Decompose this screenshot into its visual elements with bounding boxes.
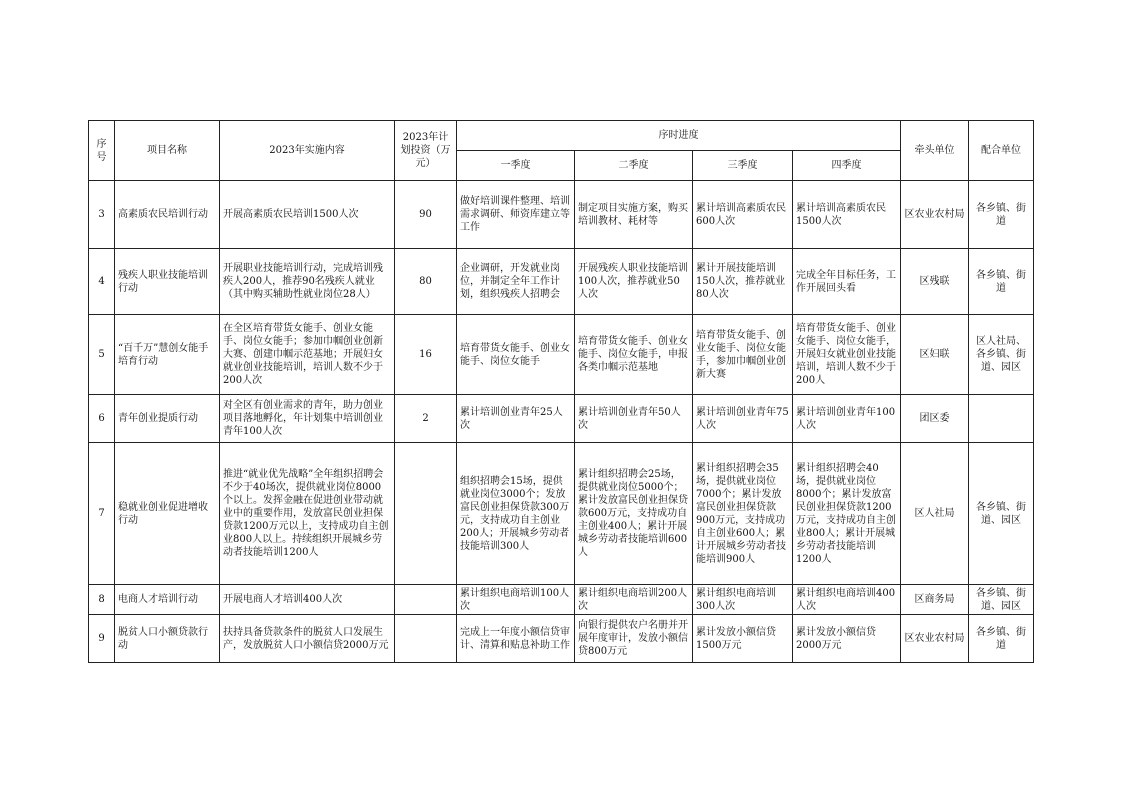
cell-content: 开展职业技能培训行动，完成培训残疾人200人，推荐90名残疾人就业（其中购买辅助性就业岗位28人） <box>220 249 395 315</box>
table-row <box>89 249 1034 315</box>
cell-q1: 培育带货女能手、创业女能手、岗位女能手 <box>457 315 575 395</box>
header-q1: 一季度 <box>457 151 575 181</box>
cell-q3: 累计组织招聘会35场，提供就业岗位7000个；累计发放富民创业担保贷款900万元，支持成功自主创业600人；累计开展城乡劳动者技能培训900人 <box>693 443 793 585</box>
cell-q3: 培育带货女能手、创业女能手、岗位女能手，参加巾帼创业创新大赛 <box>693 315 793 395</box>
cell-q3: 累计发放小额信贷1500万元 <box>693 615 793 663</box>
cell-project: 高素质农民培训行动 <box>115 181 220 249</box>
cell-lead: 区妇联 <box>901 315 969 395</box>
table-row <box>89 395 1034 443</box>
cell-project: 残疾人职业技能培训行动 <box>115 249 220 315</box>
cell-lead: 团区委 <box>901 395 969 443</box>
cell-coop <box>969 395 1034 443</box>
cell-content: 扶持具备贷款条件的脱贫人口发展生产，发放脱贫人口小额信贷2000万元 <box>220 615 395 663</box>
cell-lead: 区人社局 <box>901 443 969 585</box>
cell-content: 开展高素质农民培训1500人次 <box>220 181 395 249</box>
cell-coop: 各乡镇、街道、园区 <box>969 443 1034 585</box>
header-content: 2023年实施内容 <box>220 121 395 181</box>
header-q4: 四季度 <box>793 151 901 181</box>
cell-lead: 区残联 <box>901 249 969 315</box>
cell-q1: 组织招聘会15场，提供就业岗位3000个；发放富民创业担保贷款300万元，支持成功自主创业200人；开展城乡劳动者技能培训300人 <box>457 443 575 585</box>
cell-investment: 90 <box>395 181 457 249</box>
cell-content: 对全区有创业需求的青年，助力创业项目落地孵化，年计划集中培训创业青年100人次 <box>220 395 395 443</box>
cell-investment: 2 <box>395 395 457 443</box>
cell-project: 脱贫人口小额贷款行动 <box>115 615 220 663</box>
cell-q2: 培育带货女能手、创业女能手、岗位女能手，申报各类巾帼示范基地 <box>575 315 693 395</box>
header-project: 项目名称 <box>115 121 220 181</box>
cell-investment: 80 <box>395 249 457 315</box>
header-seq: 序号 <box>89 121 115 181</box>
table-row <box>89 315 1034 395</box>
cell-investment: 16 <box>395 315 457 395</box>
cell-seq: 9 <box>89 615 115 663</box>
cell-seq: 4 <box>89 249 115 315</box>
cell-lead: 区农业农村局 <box>901 181 969 249</box>
cell-seq: 7 <box>89 443 115 585</box>
table-body <box>89 181 1034 663</box>
cell-q1: 企业调研，开发就业岗位，并制定全年工作计划，组织残疾人招聘会 <box>457 249 575 315</box>
cell-q3: 累计培训高素质农民600人次 <box>693 181 793 249</box>
cell-investment <box>395 615 457 663</box>
cell-lead: 区农业农村局 <box>901 615 969 663</box>
header-row-1 <box>89 121 1034 151</box>
cell-content: 在全区培育带货女能手、创业女能手、岗位女能手；参加巾帼创业创新大赛、创建巾帼示范基地；开展妇女就业创业技能培训，培训人数不少于200人次 <box>220 315 395 395</box>
cell-project: 稳就业创业促进增收行动 <box>115 443 220 585</box>
cell-seq: 3 <box>89 181 115 249</box>
cell-q1: 累计组织电商培训100人次 <box>457 585 575 615</box>
header-lead: 牵头单位 <box>901 121 969 181</box>
cell-lead: 区商务局 <box>901 585 969 615</box>
cell-q3: 累计组织电商培训300人次 <box>693 585 793 615</box>
header-coop: 配合单位 <box>969 121 1034 181</box>
cell-q2: 制定项目实施方案，购买培训教材、耗材等 <box>575 181 693 249</box>
cell-q2: 累计组织招聘会25场，提供就业岗位5000个；累计发放富民创业担保贷款600万元，支持成功自主创业400人；累计开展城乡劳动者技能培训600人 <box>575 443 693 585</box>
cell-q2: 累计组织电商培训200人次 <box>575 585 693 615</box>
cell-q1: 完成上一年度小额信贷审计、清算和贴息补助工作 <box>457 615 575 663</box>
cell-coop: 区人社局、各乡镇、街道、园区 <box>969 315 1034 395</box>
cell-project: 青年创业提质行动 <box>115 395 220 443</box>
cell-q2: 开展残疾人职业技能培训100人次，推荐就业50人次 <box>575 249 693 315</box>
cell-coop: 各乡镇、街道、园区 <box>969 585 1034 615</box>
cell-project: 电商人才培训行动 <box>115 585 220 615</box>
cell-q2: 累计培训创业青年50人次 <box>575 395 693 443</box>
cell-q3: 累计开展技能培训150人次，推荐就业80人次 <box>693 249 793 315</box>
cell-q4: 累计培训高素质农民1500人次 <box>793 181 901 249</box>
cell-coop: 各乡镇、街道 <box>969 249 1034 315</box>
cell-project: “百千万”慧创女能手培育行动 <box>115 315 220 395</box>
cell-q2: 向银行提供农户名册并开展年度审计，发放小额信贷800万元 <box>575 615 693 663</box>
table-row <box>89 585 1034 615</box>
header-schedule: 序时进度 <box>457 121 901 151</box>
implementation-table <box>88 120 1034 663</box>
cell-coop: 各乡镇、街道 <box>969 181 1034 249</box>
cell-coop: 各乡镇、街道 <box>969 615 1034 663</box>
cell-q1: 累计培训创业青年25人次 <box>457 395 575 443</box>
cell-q4: 完成全年目标任务，工作开展回头看 <box>793 249 901 315</box>
cell-seq: 5 <box>89 315 115 395</box>
cell-seq: 8 <box>89 585 115 615</box>
header-q3: 三季度 <box>693 151 793 181</box>
cell-q3: 累计培训创业青年75人次 <box>693 395 793 443</box>
cell-q4: 累计发放小额信贷2000万元 <box>793 615 901 663</box>
cell-q4: 累计培训创业青年100人次 <box>793 395 901 443</box>
cell-seq: 6 <box>89 395 115 443</box>
cell-q4: 累计组织招聘会40场，提供就业岗位8000个；累计发放富民创业担保贷款1200万元，支持成功自主创业800人；累计开展城乡劳动者技能培训1200人 <box>793 443 901 585</box>
cell-investment <box>395 585 457 615</box>
cell-content: 推进“就业优先战略”全年组织招聘会不少于40场次，提供就业岗位8000个以上。发挥金融在促进创业带动就业中的重要作用，发放富民创业担保贷款1200万元以上，支持成功自主创业800人以上。持续组织开展城乡劳动者技能培训1200人 <box>220 443 395 585</box>
cell-q4: 培育带货女能手、创业女能手、岗位女能手，开展妇女就业创业技能培训，培训人数不少于200人 <box>793 315 901 395</box>
cell-content: 开展电商人才培训400人次 <box>220 585 395 615</box>
header-investment: 2023年计划投资（万元） <box>395 121 457 181</box>
table-row <box>89 181 1034 249</box>
header-q2: 二季度 <box>575 151 693 181</box>
cell-q4: 累计组织电商培训400人次 <box>793 585 901 615</box>
cell-investment <box>395 443 457 585</box>
cell-q1: 做好培训课件整理、培训需求调研、师资库建立等工作 <box>457 181 575 249</box>
table-row <box>89 615 1034 663</box>
plan-sheet <box>88 120 1033 663</box>
table-row <box>89 443 1034 585</box>
